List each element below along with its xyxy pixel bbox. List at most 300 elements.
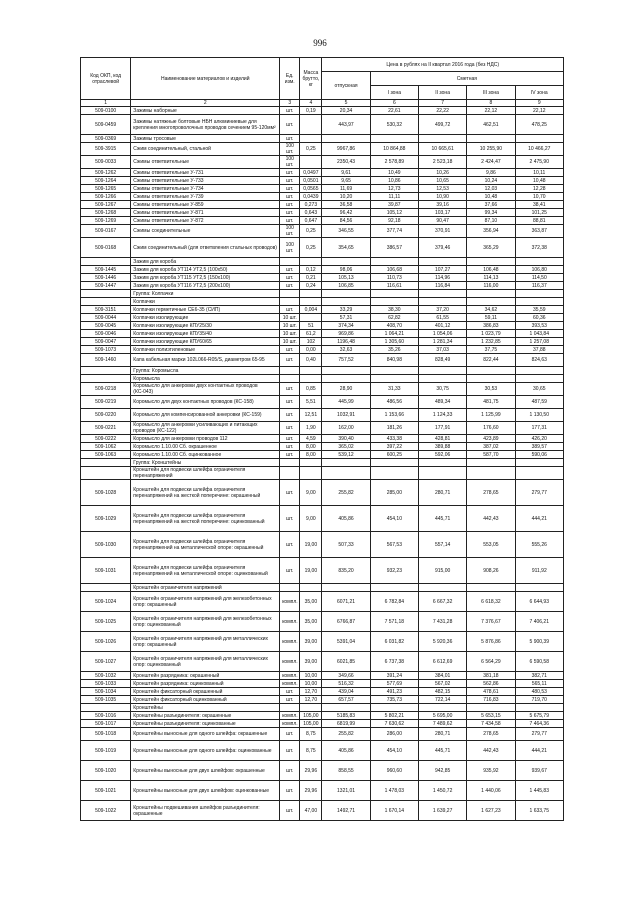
cell-zone-price [467,584,515,592]
cell-mass: 0,0497 [300,169,322,177]
cell-zone-price: 114,50 [515,274,563,282]
table-row [81,680,564,688]
cell-unit: шт. [280,201,300,209]
cell-zone-price: 61,55 [418,314,466,322]
cell-release-price: 255,82 [322,480,370,506]
cell-zone-price: 37,20 [418,306,466,314]
table-row [81,696,564,704]
cell-zone-price [370,298,418,306]
cell-unit: шт. [280,480,300,506]
cell-zone-price: 7 489,62 [418,720,466,728]
cell-unit: шт. [280,435,300,443]
cell-zone-price: 116,37 [515,282,563,290]
cell-release-price: 106,85 [322,282,370,290]
cell-code: 509-0369 [81,135,131,143]
cell-zone-price: 10 665,61 [418,143,466,156]
cell-zone-price: 381,18 [467,672,515,680]
cell-unit: шт. [280,422,300,435]
cell-release-price: 5185,83 [322,712,370,720]
cell-zone-price: 487,59 [515,396,563,409]
cell-zone-price: 10,70 [515,193,563,201]
cell-code [81,467,131,480]
cell-code: 509-0044 [81,314,131,322]
cell-zone-price: 37,75 [467,346,515,354]
cell-code: 509-1267 [81,201,131,209]
cell-name: Сжимы ответвительные У-872 [131,217,280,225]
cell-mass [300,584,322,592]
cell-release-price: 28,90 [322,383,370,396]
cell-zone-price [418,375,466,383]
cell-code: 509-1447 [81,282,131,290]
cell-name: Кронштейн для подвески шлейфа ограничителя перенапряжений на жесткой поперечине: оцинкованный [131,506,280,532]
table-row [81,375,564,383]
cell-name: Кронштейн для подвески шлейфа ограничителя перенапряжений [131,467,280,480]
table-row [81,282,564,290]
cell-zone-price: 491,23 [370,688,418,696]
cell-zone-price [370,459,418,467]
cell-name: Сжимы ответвительные У-871 [131,209,280,217]
cell-zone-price: 393,53 [515,322,563,330]
cell-zone-price: 935,92 [467,761,515,781]
cell-name: Зажим для короба УТ114 УТ2,5 (100x50) [131,266,280,274]
cell-zone-price: 35,59 [515,306,563,314]
cell-unit: шт. [280,383,300,396]
cell-zone-price: 445,71 [418,506,466,532]
header-zone: I зона [370,86,418,100]
table-row [81,435,564,443]
cell-name: Группа: Коромысла [131,367,280,375]
cell-zone-price: 92,18 [370,217,418,225]
cell-name: Группа: Колпачки [131,290,280,298]
cell-zone-price [467,298,515,306]
cell-zone-price: 10,48 [515,177,563,185]
cell-release-price: 255,82 [322,728,370,741]
header-zone: IV зона [515,86,563,100]
cell-zone-price: 939,67 [515,761,563,781]
cell-zone-price: 30,75 [418,383,466,396]
cell-zone-price: 1 232,85 [467,338,515,346]
cell-zone-price: 5 900,39 [515,632,563,652]
cell-unit: шт. [280,274,300,282]
cell-zone-price: 911,92 [515,558,563,584]
cell-release-price: 57,31 [322,314,370,322]
cell-zone-price: 30,53 [467,383,515,396]
cell-zone-price: 423,89 [467,435,515,443]
cell-code [81,584,131,592]
cell-mass: 0,25 [300,225,322,238]
table-row [81,274,564,282]
cell-zone-price: 90,47 [418,217,466,225]
cell-zone-price: 6 782,84 [370,592,418,612]
cell-code: 509-1026 [81,632,131,652]
cell-mass [300,258,322,266]
cell-release-price: 6021,85 [322,652,370,672]
cell-zone-price: 1 478,03 [370,781,418,801]
cell-zone-price: 1 281,34 [418,338,466,346]
cell-name: Сжимы ответвительные У-859 [131,201,280,209]
cell-zone-price [418,298,466,306]
table-row [81,672,564,680]
cell-unit: 100 шт. [280,143,300,156]
cell-code: 509-0045 [81,322,131,330]
cell-unit: 100 шт. [280,225,300,238]
column-number: 3 [280,100,300,107]
cell-zone-price: 9,86 [467,169,515,177]
cell-zone-price: 387,02 [467,443,515,451]
cell-name: Сжим соединительный, стальной [131,143,280,156]
cell-release-price: 858,55 [322,761,370,781]
cell-zone-price [467,375,515,383]
cell-zone-price: 10,11 [515,169,563,177]
cell-unit: компл. [280,720,300,728]
cell-mass: 8,00 [300,451,322,459]
cell-zone-price: 1 043,84 [515,330,563,338]
cell-zone-price: 286,00 [370,728,418,741]
cell-unit [280,467,300,480]
table-row [81,266,564,274]
cell-zone-price: 553,05 [467,532,515,558]
cell-mass: 10,00 [300,680,322,688]
cell-unit: шт. [280,409,300,422]
cell-code: 509-1268 [81,209,131,217]
cell-unit: шт. [280,209,300,217]
cell-zone-price: 279,77 [515,728,563,741]
cell-zone-price: 7 376,67 [467,612,515,632]
cell-code [81,704,131,712]
cell-unit: шт. [280,801,300,821]
table-row [81,761,564,781]
cell-name: Сжимы ответвительные У-734 [131,185,280,193]
cell-zone-price: 426,20 [515,435,563,443]
cell-zone-price: 565,11 [515,680,563,688]
cell-zone-price [515,367,563,375]
cell-mass: 0,273 [300,201,322,209]
cell-zone-price: 10 255,90 [467,143,515,156]
table-row [81,298,564,306]
cell-zone-price: 386,83 [467,322,515,330]
cell-unit [280,258,300,266]
cell-zone-price: 280,71 [418,480,466,506]
cell-zone-price: 442,43 [467,506,515,532]
cell-zone-price: 39,87 [370,201,418,209]
cell-mass: 0,643 [300,209,322,217]
cell-zone-price: 34,62 [467,306,515,314]
cell-unit: 10 шт. [280,322,300,330]
cell-code [81,375,131,383]
cell-code: 509-0033 [81,156,131,169]
cell-mass [300,314,322,322]
cell-name: Коромысло для анкеровки усиливающих и питающих проводов (КС-122) [131,422,280,435]
cell-zone-price: 7 630,62 [370,720,418,728]
cell-zone-price: 10 864,88 [370,143,418,156]
cell-unit: компл. [280,680,300,688]
cell-zone-price: 5 802,21 [370,712,418,720]
cell-zone-price: 433,38 [370,435,418,443]
cell-release-price: 98,06 [322,266,370,274]
cell-code: 509-0047 [81,338,131,346]
cell-zone-price: 442,43 [467,741,515,761]
cell-mass [300,367,322,375]
cell-name: Зажимы наборные [131,107,280,115]
cell-mass: 4,59 [300,435,322,443]
table-row [81,193,564,201]
cell-release-price: 349,66 [322,672,370,680]
cell-name: Капа кабельная марки 102L066-R05/S, диаметром 65-95 [131,354,280,367]
cell-zone-price: 1 440,06 [467,781,515,801]
cell-name: Кронштейны разъединителя: окрашенные [131,712,280,720]
cell-unit: компл. [280,712,300,720]
cell-mass [300,135,322,143]
cell-code: 509-0221 [81,422,131,435]
cell-mass: 29,96 [300,781,322,801]
cell-release-price: 32,63 [322,346,370,354]
cell-name: Зажим для короба УТ116 УТ2,5 (200x100) [131,282,280,290]
cell-zone-price: 454,10 [370,506,418,532]
cell-zone-price: 363,87 [515,225,563,238]
cell-unit: шт. [280,443,300,451]
cell-release-price: 10,20 [322,193,370,201]
table-row [81,107,564,115]
header-release: отпускная [322,72,370,100]
cell-zone-price [418,704,466,712]
cell-zone-price: 59,11 [467,314,515,322]
cell-release-price [322,704,370,712]
table-row [81,177,564,185]
table-row [81,558,564,584]
cell-mass: 0,24 [300,282,322,290]
cell-name: Колпачки [131,298,280,306]
table-row [81,338,564,346]
cell-zone-price: 942,85 [418,761,466,781]
cell-code: 509-3915 [81,143,131,156]
cell-zone-price: 719,70 [515,696,563,704]
cell-unit [280,367,300,375]
cell-code: 509-1028 [81,480,131,506]
cell-zone-price [515,375,563,383]
cell-zone-price: 177,91 [418,422,466,435]
table-row [81,346,564,354]
cell-release-price [322,584,370,592]
cell-name: Коромысло для компенсированной анкеровки (КС-159) [131,409,280,422]
cell-name: Кронштейн ограничителя напряжений для железобетонных опор: оцинкованный [131,612,280,632]
cell-zone-price: 592,06 [418,451,466,459]
cell-code: 509-1019 [81,741,131,761]
cell-unit: шт. [280,532,300,558]
cell-release-price [322,467,370,480]
cell-unit: шт. [280,266,300,274]
cell-unit: шт. [280,306,300,314]
cell-mass: 105,00 [300,720,322,728]
cell-zone-price: 6 612,69 [418,652,466,672]
cell-mass: 9,00 [300,480,322,506]
cell-unit: шт. [280,558,300,584]
column-number: 9 [515,100,563,107]
table-row [81,781,564,801]
cell-zone-price: 177,31 [515,422,563,435]
column-number: 8 [467,100,515,107]
cell-mass: 0,12 [300,266,322,274]
cell-zone-price [418,258,466,266]
cell-name: Колпачки полиэтиленовые [131,346,280,354]
cell-zone-price [418,367,466,375]
cell-name: Кронштейн разрядника: окрашенный [131,672,280,680]
cell-zone-price: 285,00 [370,480,418,506]
cell-zone-price: 932,23 [370,558,418,584]
cell-zone-price: 10,48 [467,193,515,201]
cell-mass: 0,85 [300,383,322,396]
table-row [81,185,564,193]
cell-zone-price: 486,56 [370,396,418,409]
cell-code: 509-3151 [81,306,131,314]
column-number-row [81,100,564,107]
cell-code: 509-0168 [81,238,131,258]
cell-release-price [322,459,370,467]
cell-zone-price: 87,10 [467,217,515,225]
cell-zone-price: 116,84 [418,282,466,290]
cell-mass [300,290,322,298]
header-unit: Ед. изм. [280,58,300,100]
table-row [81,314,564,322]
table-row [81,306,564,314]
cell-mass: 0,0565 [300,185,322,193]
cell-zone-price [370,467,418,480]
cell-release-price: 365,02 [322,443,370,451]
cell-zone-price: 62,82 [370,314,418,322]
cell-release-price: 96,42 [322,209,370,217]
cell-zone-price: 1 670,14 [370,801,418,821]
table-row [81,225,564,238]
cell-code: 509-1266 [81,193,131,201]
cell-zone-price: 499,72 [418,115,466,135]
cell-name: Колпачки изолирующие [131,314,280,322]
cell-zone-price: 1 125,99 [467,409,515,422]
cell-zone-price [370,704,418,712]
cell-zone-price [418,135,466,143]
cell-zone-price: 37,88 [515,346,563,354]
cell-name: Зажимы тросовые [131,135,280,143]
cell-zone-price [515,704,563,712]
cell-release-price: 445,99 [322,396,370,409]
cell-zone-price: 278,65 [467,480,515,506]
cell-zone-price: 60,36 [515,314,563,322]
cell-zone-price: 1 633,75 [515,801,563,821]
cell-zone-price: 7 464,36 [515,720,563,728]
table-row [81,592,564,612]
cell-zone-price: 1 064,21 [370,330,418,338]
table-row [81,741,564,761]
cell-release-price: 6819,99 [322,720,370,728]
cell-release-price [322,367,370,375]
cell-zone-price: 1 639,27 [418,801,466,821]
column-number: 2 [131,100,280,107]
cell-mass: 19,00 [300,532,322,558]
cell-code: 509-1017 [81,720,131,728]
cell-name: Зажим для короба [131,258,280,266]
cell-zone-price: 6 564,29 [467,652,515,672]
table-row [81,704,564,712]
cell-zone-price: 116,61 [370,282,418,290]
cell-code: 509-1264 [81,177,131,185]
cell-zone-price: 454,10 [370,741,418,761]
cell-zone-price: 462,51 [467,115,515,135]
cell-zone-price: 6 031,82 [370,632,418,652]
cell-release-price: 1321,01 [322,781,370,801]
table-row [81,169,564,177]
cell-mass [300,298,322,306]
cell-zone-price: 22,12 [515,107,563,115]
table-row [81,480,564,506]
table-row [81,135,564,143]
cell-code: 509-0219 [81,396,131,409]
cell-zone-price: 1 450,72 [418,781,466,801]
cell-name: Кронштейн фиксаторный оцинкованный [131,696,280,704]
table-row [81,532,564,558]
cell-release-price: 969,86 [322,330,370,338]
cell-zone-price [370,367,418,375]
cell-zone-price: 7 571,18 [370,612,418,632]
cell-zone-price: 1 023,79 [467,330,515,338]
cell-zone-price: 6 618,32 [467,592,515,612]
cell-zone-price: 489,34 [418,396,466,409]
cell-code: 509-1024 [81,592,131,612]
table-row [81,367,564,375]
cell-code: 509-1073 [81,346,131,354]
cell-unit: шт. [280,761,300,781]
cell-zone-price: 824,63 [515,354,563,367]
cell-zone-price: 6 644,93 [515,592,563,612]
table-row [81,322,564,330]
cell-release-price: 11,69 [322,185,370,193]
cell-zone-price: 365,29 [467,238,515,258]
cell-unit: шт. [280,193,300,201]
cell-release-price: 374,34 [322,322,370,330]
cell-name: Кронштейн разрядника: оцинкованный [131,680,280,688]
table-row [81,258,564,266]
cell-code: 509-1032 [81,672,131,680]
cell-zone-price: 37,66 [467,201,515,209]
cell-name: Сжимы ответвительные У-733 [131,177,280,185]
cell-name: Сжимы соединительные [131,225,280,238]
cell-unit: компл. [280,632,300,652]
cell-code [81,290,131,298]
cell-zone-price: 722,14 [418,696,466,704]
cell-zone-price: 716,83 [467,696,515,704]
table-row [81,156,564,169]
cell-unit: шт. [280,451,300,459]
cell-zone-price: 562,86 [467,680,515,688]
cell-zone-price: 10,24 [467,177,515,185]
cell-zone-price: 12,03 [467,185,515,193]
cell-mass: 61,2 [300,330,322,338]
cell-name: Кронштейны выносные для двух шлейфов: оцинкованные [131,781,280,801]
cell-zone-price: 10,65 [418,177,466,185]
cell-zone-price [467,258,515,266]
cell-release-price [322,290,370,298]
cell-unit: шт. [280,185,300,193]
cell-release-price: 9967,86 [322,143,370,156]
cell-zone-price: 840,98 [370,354,418,367]
table-row [81,238,564,258]
cell-release-price: 516,32 [322,680,370,688]
cell-zone-price: 408,70 [370,322,418,330]
cell-zone-price: 280,71 [418,728,466,741]
table-body [81,107,564,821]
header-zone: III зона [467,86,515,100]
cell-zone-price: 11,11 [370,193,418,201]
cell-mass: 8,75 [300,728,322,741]
table-row [81,290,564,298]
cell-name: Кронштейны подвешивания шлейфов разъединителя: окрашенные [131,801,280,821]
